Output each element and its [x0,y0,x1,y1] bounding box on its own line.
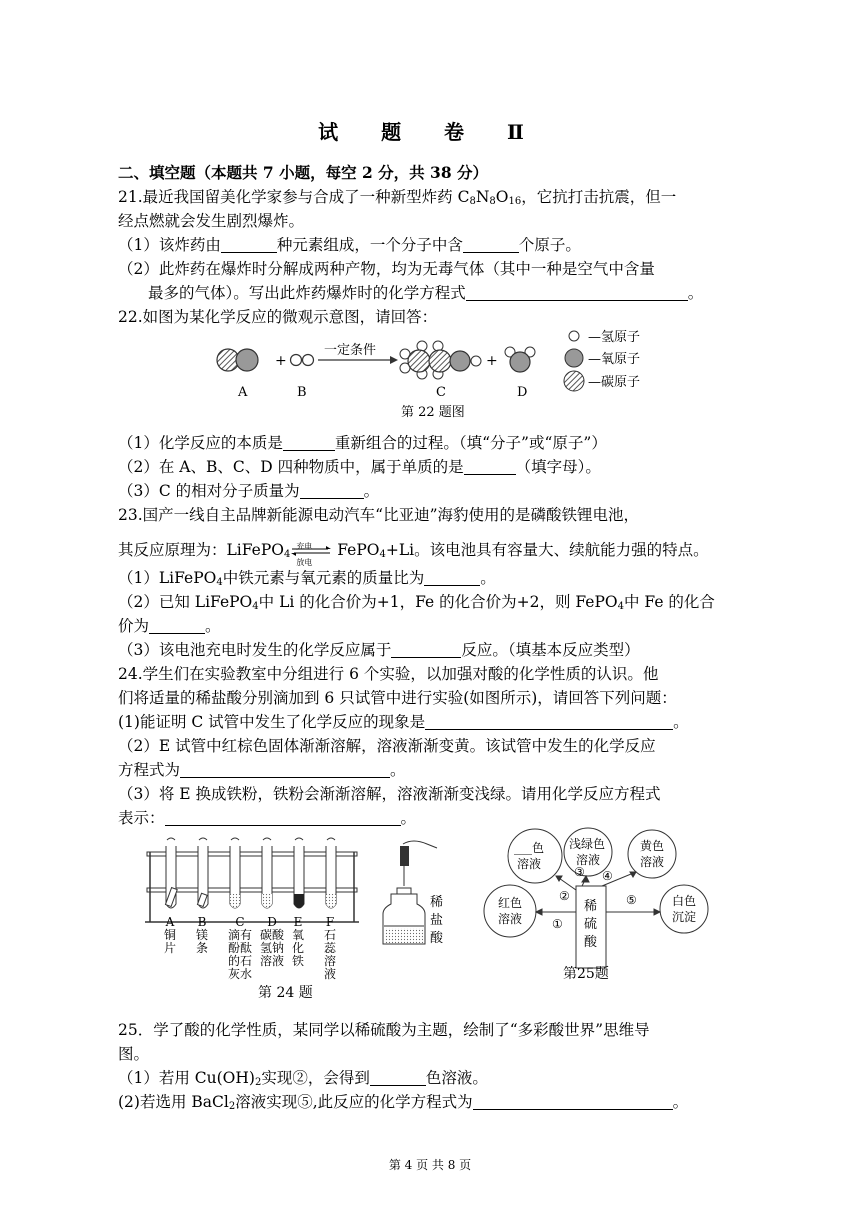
page-footer: 第 4 页 共 8 页 [388,1158,472,1172]
node-red [484,885,536,937]
legend-oxygen: —氧原子 [588,352,641,367]
arrow-num-2: ② [559,889,570,903]
acid-bottle [383,841,437,944]
node2-text-2: 溶液 [576,853,601,867]
drop-arrow-icon [167,838,175,840]
node1-text-2: 溶液 [517,857,542,871]
answer-blank[interactable] [180,762,390,778]
node3-text-2: 溶液 [640,855,665,869]
tube-content-d [262,894,272,908]
label-c: C [436,385,446,400]
arrow-num-1: ① [552,917,563,931]
node5-text-2: 沉淀 [672,910,697,924]
legend-carbon: —碳原子 [588,375,641,390]
q24-part2-line2: 方程式为 。 [118,761,406,779]
molecule-a [217,349,258,371]
tube-label-b: B 镁 条 [196,915,209,955]
node4-text-1: 红色 [498,896,523,910]
arrow-num-3: ③ [574,865,585,879]
q23-part1: （1）LiFePO$_4$中铁元素与氧元素的质量比为 。 [118,569,496,588]
q25-part1: （1）若用 $Cu(OH)_2$实现②，会得到 色溶液。 [118,1069,488,1088]
legend-hydrogen: —氢原子 [588,330,641,345]
q23-part3: （3）该电池充电时发生的化学反应属于 反应。（填基本反应类型） [118,641,640,659]
tube-content-c [230,894,240,908]
tube-label-c: C 滴有 酚酞 的石 灰水 [228,915,253,981]
label-a: A [238,385,248,400]
answer-blank[interactable] [300,483,364,499]
node3-text-1: 黄色 [640,839,665,853]
answer-blank[interactable] [149,618,205,634]
q25-mind-map [478,826,718,986]
answer-blank[interactable] [370,1070,426,1086]
q25-part2: (2)若选用 BaCl$_2$溶液实现⑤,此反应的化学方程式为 。 [118,1093,689,1112]
molecule-b [291,355,314,366]
q23-part2-line2: 价为 。 [118,617,221,635]
q21-stem-line1: 21.最近我国留美化学家参与合成了一种新型炸药 $C_8N_8O_{16}$，它抗打击抗震，但一 [118,188,677,207]
q22-part2: （2）在 A、B、C、D 四种物质中，属于单质的是 （填字母）。 [118,458,601,476]
q24-part3-line2: 表示： 。 [118,809,417,827]
q23-part2-line1: （2）已知 LiFePO$_4$中 Li 的化合价为+1，Fe 的化合价为+2，则 FePO$_4$中 Fe 的化合 [118,593,715,612]
drop-arrow-icon [199,838,207,840]
reversible-arrow: 充电 放电 [290,541,332,561]
answer-blank[interactable] [391,642,461,658]
q25-stem-line1: 25．学了酸的化学性质，某同学以稀硫酸为主题，绘制了“多彩酸世界”思维导 [118,1021,650,1039]
q24-stem-line1: 24.学生们在实验教室中分组进行 6 个实验，以加强对酸的化学性质的认识。他 [118,665,659,683]
tube-content-f [326,894,336,908]
q21-part2-line1: （2）此炸药在爆炸时分解成两种产物，均为无毒气体（其中一种是空气中含量 [118,260,655,278]
q24-caption: 第 24 题 [258,985,313,1001]
tube-label-f: F 石 蕊 溶 液 [324,915,337,981]
node1-text-1: ___色 [514,841,545,855]
bottle-label-3: 酸 [430,931,444,946]
section-heading: 二、填空题（本题共 7 小题，每空 2 分，共 38 分） [118,163,489,182]
figure-caption: 第 22 题图 [401,405,465,420]
q22-stem: 22.如图为某化学反应的微观示意图，请回答： [118,308,438,326]
q24-part1: (1)能证明 C 试管中发生了化学反应的现象是 。 [118,713,689,731]
drop-arrow-icon [327,838,335,840]
molecule-d [505,347,535,372]
q24-test-tube-figure [145,836,475,951]
node2-text-1: 浅绿色 [569,837,606,851]
q23-stem-line2: 其反应原理为：LiFePO$_4$ 充电 放电 FePO$_4$+Li。该电池具有容量大、续航能力强的特点。 [118,541,709,567]
answer-blank[interactable] [464,459,516,475]
answer-blank[interactable] [466,285,688,301]
q21-stem-line2: 经点燃就会发生剧烈爆炸。 [118,212,305,230]
q23-stem-line1: 23.国产一线自主品牌新能源电动汽车“比亚迪”海豹使用的是磷酸铁锂电池， [118,506,640,524]
arrow-num-4: ④ [602,869,613,883]
node5-text-1: 白色 [672,894,697,908]
answer-blank[interactable] [221,237,277,253]
plus-sign: + [275,353,287,369]
q24-stem-line2: 们将适量的稀盐酸分别滴加到 6 只试管中进行实验(如图所示)，请回答下列问题： [118,689,677,707]
answer-blank[interactable] [424,570,480,586]
plus-sign: + [486,353,498,369]
tube-label-e: E 氧 化 铁 [292,915,305,968]
answer-blank[interactable] [165,810,401,826]
answer-blank[interactable] [463,237,519,253]
reaction-condition: 一定条件 [324,343,377,358]
q21-part2-line2: 最多的气体）。写出此炸药爆炸时的化学方程式 。 [148,284,704,302]
arrow-num-5: ⑤ [626,893,637,907]
node-color-solution [508,829,562,883]
tube-label-d: D 碳酸 氢钠 溶液 [260,915,285,968]
label-d: D [517,385,528,400]
q22-reaction-diagram [200,322,680,427]
center-text-2: 硫 [584,917,598,932]
answer-blank[interactable] [473,1094,673,1110]
center-text-3: 酸 [584,935,598,950]
answer-blank[interactable] [283,435,335,451]
q22-part3: （3）C 的相对分子质量为 。 [118,482,380,500]
label-b: B [297,385,307,400]
q24-part3-line1: （3）将 E 换成铁粉，铁粉会渐渐溶解，溶液渐渐变浅绿。请用化学反应方程式 [118,785,661,803]
answer-blank[interactable] [425,714,673,730]
q24-part2-line1: （2）E 试管中红棕色固体渐渐溶解，溶液渐渐变黄。该试管中发生的化学反应 [118,737,656,755]
tube-content-e [294,894,304,908]
node4-text-2: 溶液 [498,912,523,926]
tube-label-a: A 铜 片 [164,915,177,955]
q25-stem-line2: 图。 [118,1045,150,1063]
drop-arrow-icon [231,838,239,840]
q21-part1: （1）该炸药由 种元素组成，一个分子中含 个原子。 [118,236,581,254]
page-title: 试 题 卷 Ⅱ [318,120,542,144]
q25-caption: 第25题 [563,966,609,982]
node-white-precipitate [660,885,708,933]
molecule-c [400,341,481,379]
node-yellow [628,830,676,878]
center-text-1: 稀 [584,899,598,914]
bottle-label-1: 稀 [430,895,444,910]
drop-arrow-icon [295,838,303,840]
q22-part1: （1）化学反应的本质是 重新组合的过程。（填“分子”或“原子”） [118,434,607,452]
bottle-label-2: 盐 [430,913,444,928]
drop-arrow-icon [263,838,271,840]
